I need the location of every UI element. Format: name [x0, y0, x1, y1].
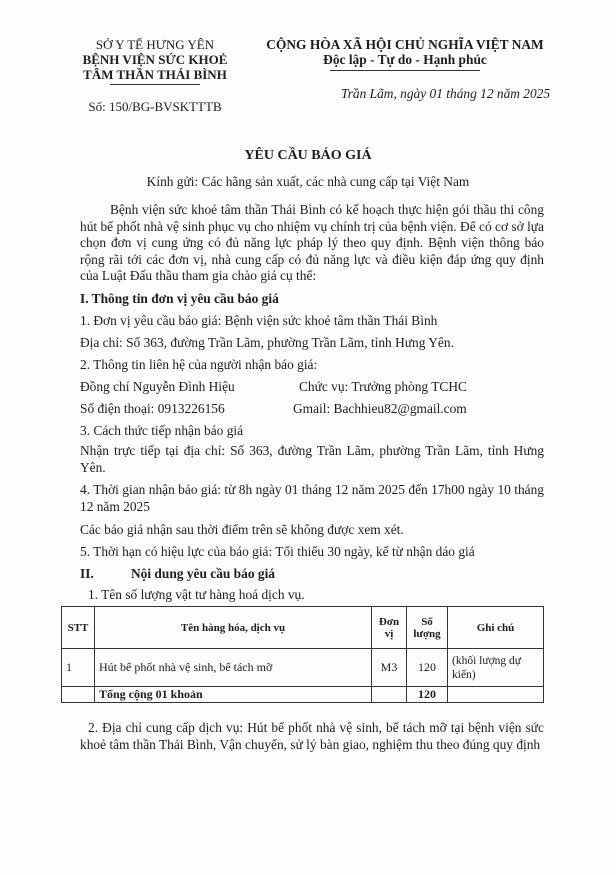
section1-item3: 3. Cách thức tiếp nhận báo giá [80, 423, 244, 438]
row-qty: 120 [407, 649, 448, 687]
contact-name: Đồng chí Nguyễn Đình Hiệu [80, 379, 235, 394]
section1-item5: 5. Thời hạn có hiệu lực của báo giá: Tối thiểu 30 ngày, kể từ nhận dáo giá [80, 544, 475, 559]
hospital-name-line2: TÂM THẦN THÁI BÌNH [83, 67, 227, 82]
section1-item4: 4. Thời gian nhận báo giá: từ 8h ngày 01 tháng 12 năm 2025 đến 17h00 ngày 10 tháng 12 năm 2025 [80, 482, 544, 514]
section1-item2: 2. Thông tin liên hệ của người nhận báo giá: [80, 357, 318, 372]
header-left-underline [110, 84, 200, 85]
row-name: Hút bể phốt nhà vệ sinh, bể tách mỡ [95, 649, 372, 687]
late-note: Các báo giá nhận sau thời điểm trên sẽ không được xem xét. [80, 522, 404, 537]
greeting: Kính gửi: Các hãng sản xuất, các nhà cung cấp tại Việt Nam [146, 174, 470, 189]
national-motto: Độc lập - Tự do - Hạnh phúc [323, 52, 487, 67]
nation-title: CỘNG HÒA XÃ HỘI CHỦ NGHĨA VIỆT NAM [266, 37, 544, 52]
total-stt [62, 687, 95, 703]
row-unit: M3 [372, 649, 407, 687]
goods-table [61, 606, 544, 703]
total-row [62, 687, 544, 703]
section2-item2: 2. Địa chỉ cung cấp dịch vụ: Hút bể phốt nhà vệ sinh, bể tách mỡ tại bệnh viện sức khoẻ tâm thần Thái Bình, Vận chuyển, sử lý bàn giao, nghiệm thu theo đúng quy định [80, 720, 544, 752]
section1-item1: 1. Đơn vị yêu cầu báo giá: Bệnh viện sức khoẻ tâm thần Thái Bình [80, 313, 438, 328]
total-label: Tổng cộng 01 khoản [95, 687, 372, 703]
row-note: (khối lượng dự kiến) [448, 649, 544, 687]
ministry-name: SỞ Y TẾ HƯNG YÊN [95, 37, 215, 52]
place-date: Trần Lãm, ngày 01 tháng 12 năm 2025 [341, 86, 551, 101]
col-qty: Số lượng [407, 607, 448, 649]
section1-heading: I. Thông tin đơn vị yêu cầu báo giá [80, 291, 279, 306]
intro-paragraph: Bệnh viện sức khoẻ tâm thần Thái Bình có kế hoạch thực hiện gói thầu thi công hút bể phốt nhà vệ sinh phục vụ cho nhiệm vụ chính trị của bệnh viện. Để có cơ sở lựa chọn đơn vị cung ứng có đủ năng lực pháp lý theo quy định. Bệnh viện thông báo rộng rãi tới các đơn vị, nhà cung cấp có đủ năng lực và điều kiện đáp ứng quy định của Luật Đấu thầu tham gia chào giá cụ thể: [80, 202, 544, 283]
col-name: Tên hàng hóa, dịch vụ [95, 607, 372, 649]
total-note [448, 687, 544, 703]
section1-address: Địa chỉ: Số 363, đường Trần Lãm, phường Trần Lãm, tỉnh Hưng Yên. [80, 335, 454, 350]
total-qty: 120 [407, 687, 448, 703]
section2-number: II. [80, 566, 94, 581]
receive-method: Nhận trực tiếp tại địa chỉ: Số 363, đường Trần Lãm, phường Trần Lãm, tỉnh Hưng Yên. [80, 443, 544, 475]
document-number: Số: 150/BG-BVSKTTTB [88, 99, 222, 114]
table-row [62, 649, 544, 687]
section2-item1: 1. Tên số lượng vật tư hàng hoá dịch vụ. [88, 587, 305, 602]
section2-heading: Nội dung yêu cầu báo giá [131, 566, 275, 581]
contact-position: Chức vụ: Trưởng phòng TCHC [299, 379, 467, 394]
contact-email[interactable]: Gmail: Bachhieu82@gmail.com [293, 401, 467, 416]
col-stt: STT [62, 607, 95, 649]
hospital-name-line1: BỆNH VIỆN SỨC KHOẺ [82, 52, 228, 67]
contact-phone: Số điện thoại: 0913226156 [80, 401, 225, 416]
total-unit [372, 687, 407, 703]
row-stt: 1 [62, 649, 95, 687]
document-title: YÊU CẦU BÁO GIÁ [244, 148, 372, 163]
col-note: Ghi chú [448, 607, 544, 649]
col-unit: Đơn vị [372, 607, 407, 649]
header-right-underline [330, 70, 480, 71]
